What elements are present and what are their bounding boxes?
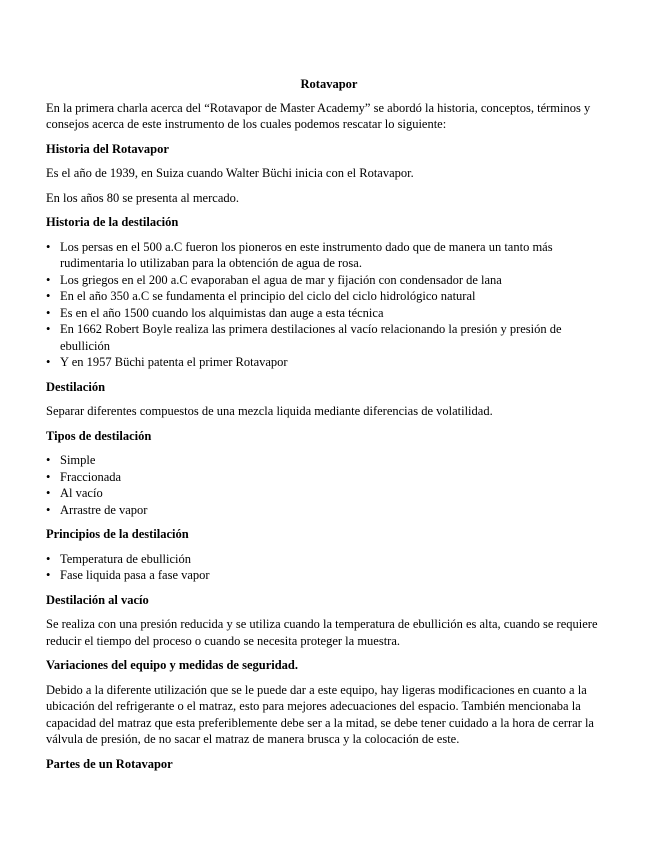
list-item: • En el año 350 a.C se fundamenta el principio del ciclo del ciclo hidrológico natural (46, 288, 612, 305)
heading-destilacion-vacio: Destilación al vacío (46, 592, 149, 607)
list-item: • Temperatura de ebullición (46, 551, 612, 568)
heading-principios-destilacion: Principios de la destilación (46, 527, 189, 541)
heading-historia-destilacion: Historia de la destilación (46, 215, 179, 229)
heading-destilacion: Destilación (46, 379, 106, 394)
list-item: • Y en 1957 Büchi patenta el primer Rotavapor (46, 354, 612, 371)
principios-list (46, 551, 612, 584)
list-item: • Fase liquida pasa a fase vapor (46, 567, 612, 584)
destilacion-paragraph: Separar diferentes compuestos de una mezcla liquida mediante diferencias de volatilidad. (46, 404, 493, 418)
variaciones-paragraph: Debido a la diferente utilización que se le puede dar a este equipo, hay ligeras modificaciones en cuanto a la ubicación del refrigerante o el matraz, esto para mejores adecuaciones del espacio. También mencionaba la capacidad del matraz que esta preferiblemente debe ser a la mitad, se debe tener cuidado a la hora de cerrar la válvula de presión, de no sacar el matraz de manera brusca y la colocación de este. (46, 682, 594, 746)
list-item: • Arrastre de vapor (46, 502, 612, 519)
list-item: • Fraccionada (46, 469, 612, 486)
list-item: • Al vacío (46, 485, 612, 502)
intro-paragraph: En la primera charla acerca del “Rotavapor de Master Academy” se abordó la historia, conceptos, términos y consejos acerca de este instrumento de los cuales podemos rescatar lo siguiente: (46, 100, 591, 131)
heading-tipos-destilacion: Tipos de destilación (46, 428, 152, 443)
list-item: • Los persas en el 500 a.C fueron los pioneros en este instrumento dado que de manera un tanto más rudimentaria lo utilizaban para la obtención de agua de rosa. (46, 239, 612, 272)
list-item: • En 1662 Robert Boyle realiza las primera destilaciones al vacío relacionando la presión y presión de ebullición (46, 321, 612, 354)
list-item: • Simple (46, 452, 612, 469)
historia-destilacion-list (46, 239, 612, 371)
heading-historia-rotavapor: Historia del Rotavapor (46, 141, 169, 156)
list-item: • Es en el año 1500 cuando los alquimistas dan auge a esta técnica (46, 305, 612, 322)
heading-variaciones: Variaciones del equipo y medidas de seguridad. (46, 658, 299, 672)
tipos-destilacion-list (46, 452, 612, 518)
document-title: Rotavapor (300, 77, 358, 91)
document-page (46, 76, 612, 780)
destilacion-vacio-paragraph: Se realiza con una presión reducida y se utiliza cuando la temperatura de ebullición es alta, cuando se requiere reducir el tiempo del proceso o cuando se necesita proteger la muestra. (46, 617, 598, 648)
heading-partes-rotavapor: Partes de un Rotavapor (46, 756, 173, 771)
historia-rotavapor-paragraph-1: Es el año de 1939, en Suiza cuando Walter Büchi inicia con el Rotavapor. (46, 166, 414, 180)
list-item: • Los griegos en el 200 a.C evaporaban el agua de mar y fijación con condensador de lana (46, 272, 612, 289)
historia-rotavapor-paragraph-2: En los años 80 se presenta al mercado. (46, 190, 239, 205)
